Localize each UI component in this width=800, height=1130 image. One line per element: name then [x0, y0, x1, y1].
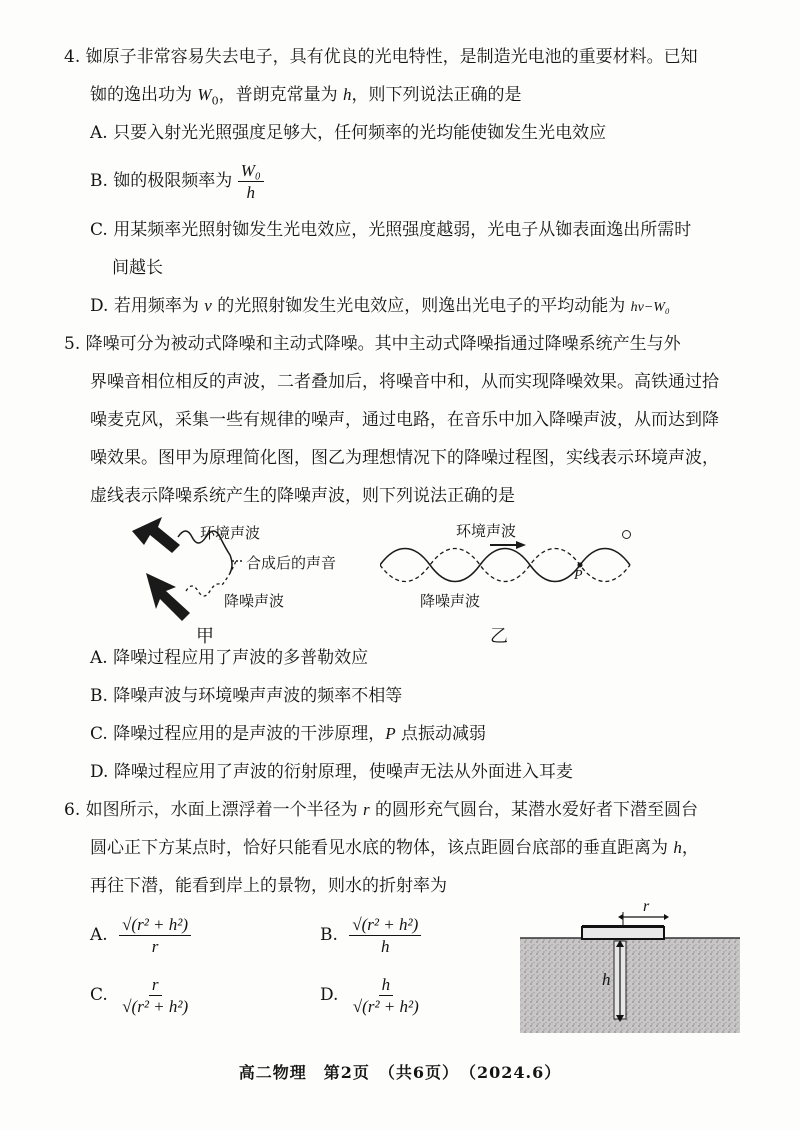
fraction-denominator: h [381, 937, 390, 956]
q4-option-b [90, 158, 264, 204]
q4-stem-text: ，普朗克常量为 [218, 85, 343, 105]
q4-stem-text: ，则下列说法正确的是 [351, 85, 522, 105]
page-footer: 高二物理 第2页 （共6页） （2024.6） [238, 1063, 562, 1082]
q6-option-d-fraction [350, 975, 422, 1016]
fraction-numerator: h [379, 975, 394, 996]
q5-stem-line2: 界噪音相位相反的声波，二者叠加后，将噪音中和，从而实现降噪效果。高铁通过拾 [90, 372, 719, 392]
r-arrow-left-icon [618, 914, 623, 920]
q6-figure [518, 905, 742, 1035]
fraction-numerator: W₀ [238, 161, 264, 182]
q6-option-c [90, 972, 191, 1018]
jia-combined-label: 合成后的声音 [246, 554, 337, 572]
float-platform [582, 927, 664, 939]
q4-option-d-expression: hν−W₀ [630, 300, 670, 315]
fraction-denominator: h [246, 183, 255, 202]
jia-noise-label: 降噪声波 [224, 592, 285, 610]
q6-stem-line3: 再往下潜，能看到岸上的景物，则水的折射率为 [90, 876, 447, 896]
q5-option-b: B. 降噪声波与环境噪声声波的频率不相等 [90, 686, 403, 706]
nu-symbol: ν [204, 296, 212, 315]
fraction-denominator: √(r² + h²) [122, 997, 189, 1016]
point-p-dot [578, 563, 583, 568]
q6-option-b-fraction [349, 915, 421, 956]
figure-yi [380, 540, 640, 590]
jia-caption: 甲 [196, 626, 214, 647]
q4-h-symbol: h [342, 85, 352, 104]
option-label: B. [320, 925, 338, 945]
q6-fig-r-label: r [643, 898, 650, 915]
fraction-denominator: √(r² + h²) [352, 997, 419, 1016]
q4-option-d-text: 的光照射铷发生光电效应，则逸出光电子的平均动能为 [211, 296, 631, 316]
q4-option-d-text: D. 若用频率为 [90, 296, 205, 316]
q4-option-c-line2: 间越长 [112, 258, 163, 278]
q4-stem-line1: 4. 铷原子非常容易失去电子，具有优良的光电特性，是制造光电池的重要材料。已知 [64, 47, 698, 67]
fraction-numerator: r [149, 975, 162, 996]
q4-w0-subscript: 0 [211, 94, 219, 108]
yi-noise-label: 降噪声波 [420, 592, 481, 610]
yi-point-label: P [574, 568, 583, 583]
q5-stem-line4: 噪效果。图甲为原理简化图，图乙为理想情况下的降噪过程图，实线表示环境声波， [90, 448, 719, 468]
q5-option-a: A. 降噪过程应用了声波的多普勒效应 [90, 648, 369, 668]
q6-option-b [320, 912, 421, 958]
water-region [520, 938, 740, 1033]
yi-env-wave [380, 549, 630, 582]
q5-option-c [90, 721, 486, 747]
option-label: D. [320, 985, 339, 1005]
q5-stem-line3: 噪麦克风，采集一些有规律的噪声，通过电路，在音乐中加入降噪声波，从而达到降 [90, 410, 719, 430]
q4-stem-line2 [90, 82, 521, 114]
q5-stem-line1: 5. 降噪可分为被动式降噪和主动式降噪。其中主动式降噪指通过降噪系统产生与外 [64, 334, 681, 354]
q5-stem-line5: 虚线表示降噪系统产生的降噪声波，则下列说法正确的是 [90, 486, 515, 506]
float-top [582, 925, 664, 928]
yi-env-label: 环境声波 [456, 522, 517, 540]
q5-option-d: D. 降噪过程应用了声波的衍射原理，使噪声无法从外面进入耳麦 [90, 762, 573, 782]
fraction-numerator: √(r² + h²) [349, 915, 421, 936]
q6-stem-text: ， [681, 838, 699, 858]
q6-option-a [90, 912, 191, 958]
q4-stem-text: 铷的逸出功为 [90, 85, 198, 105]
q4-option-b-fraction [238, 161, 264, 202]
q6-stem-text: 的圆形充气圆台，某潜水爱好者下潜至圆台 [369, 800, 699, 820]
q6-option-d [320, 972, 422, 1018]
q6-stem-line2 [90, 835, 699, 861]
q6-stem-text: 6. 如图所示，水面上漂浮着一个半径为 [64, 800, 364, 820]
h-symbol: h [673, 838, 682, 857]
q6-stem-text: 圆心正下方某点时，恰好只能看见水底的物体，该点距圆台底部的垂直距离为 [90, 838, 674, 858]
q4-option-a: A. 只要入射光光照强度足够大，任何频率的光均能使铷发生光电效应 [90, 123, 607, 143]
jia-env-label: 环境声波 [200, 524, 261, 542]
r-symbol: r [363, 800, 370, 819]
propagation-arrow-icon [516, 541, 526, 549]
small-circle-mark [622, 530, 631, 539]
q4-option-b-text: B. 铷的极限频率为 [90, 171, 233, 191]
point-p-symbol: P [385, 724, 396, 743]
q4-w0-symbol: W [197, 85, 212, 104]
fraction-numerator: √(r² + h²) [119, 915, 191, 936]
yi-caption: 乙 [490, 626, 508, 647]
noise-sound-arrow-icon [146, 573, 190, 621]
env-sound-arrow-icon [132, 517, 180, 553]
q5-option-c-text: C. 降噪过程应用的是声波的干涉原理， [90, 724, 386, 744]
q6-option-c-fraction [119, 975, 191, 1016]
q5-option-c-text: 点振动减弱 [395, 724, 487, 744]
q4-option-c-line1: C. 用某频率光照射铷发生光电效应，光照强度越弱，光电子从铷表面逸出所需时 [90, 220, 692, 240]
r-arrow-right-icon [664, 914, 669, 920]
q6-option-a-fraction [119, 915, 191, 956]
option-label: A. [90, 925, 108, 945]
fraction-denominator: r [151, 937, 159, 956]
q6-fig-h-label: h [602, 970, 611, 989]
q6-stem-line1 [64, 797, 698, 823]
yi-noise-wave [380, 549, 630, 582]
option-label: C. [90, 985, 108, 1005]
q4-option-d [90, 293, 670, 321]
